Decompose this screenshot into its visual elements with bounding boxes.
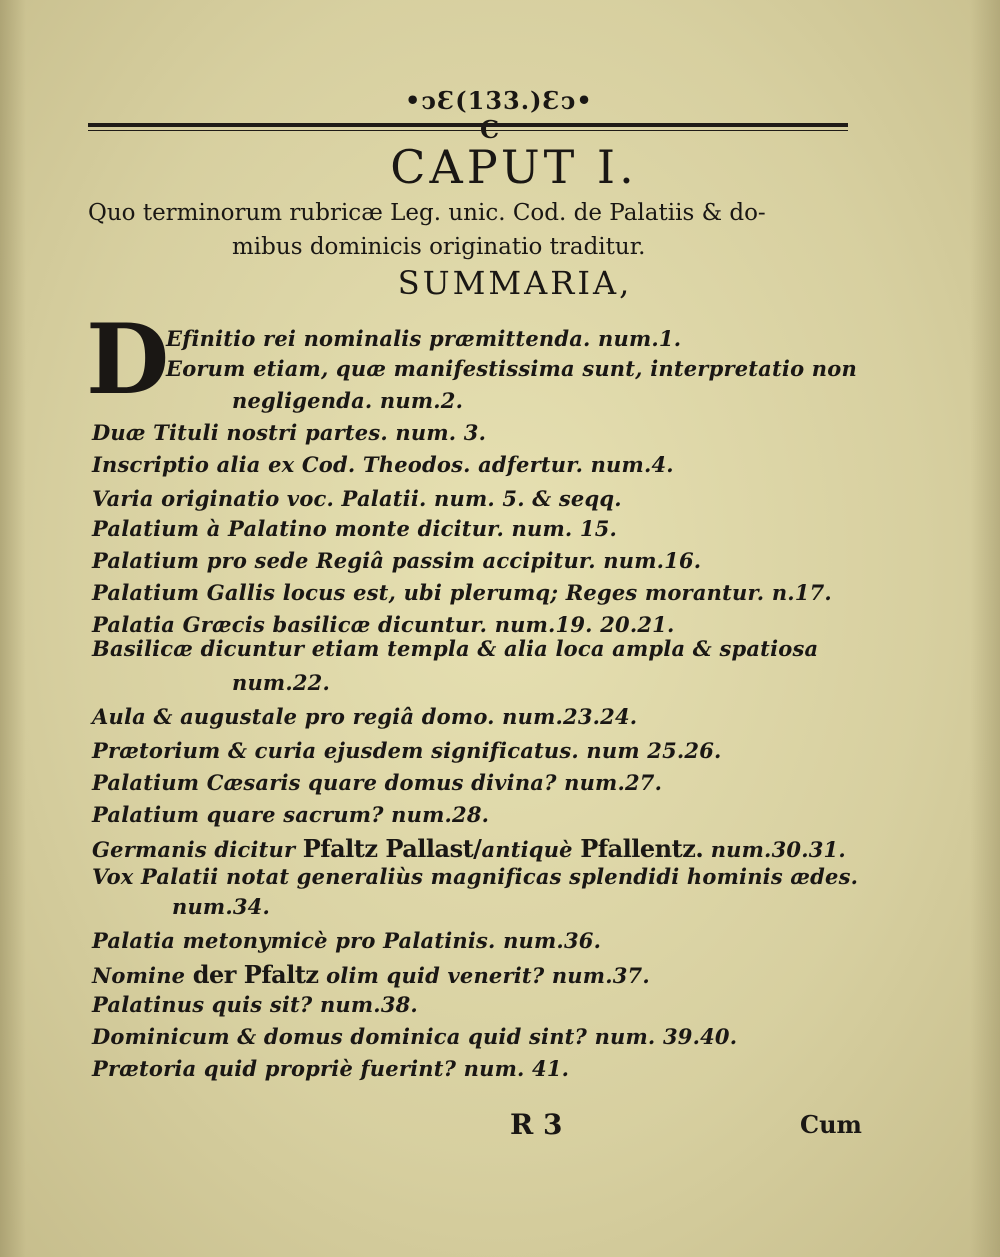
entry-text: Prætorium & curia ejusdem significatus. num 25.26.: [92, 738, 722, 763]
entry-text: Inscriptio alia ex Cod. Theodos. adfertur. num.4.: [92, 452, 674, 477]
chapter-heading: [88, 196, 858, 264]
signature-mark: R 3: [510, 1108, 563, 1141]
summary-entry: [92, 548, 872, 573]
header-rule-thin: [88, 130, 848, 131]
entry-text: Eorum etiam, quæ manifestissima sunt, interpretatio non: [166, 356, 857, 381]
chapter-heading-line-1: Quo terminorum rubricæ Leg. unic. Cod. de Palatiis & do-: [88, 200, 766, 226]
summary-entry: [92, 516, 872, 541]
summary-entry: [92, 612, 872, 637]
entry-text: Efinitio rei nominalis præmittenda. num.1.: [166, 326, 682, 351]
entry-text: antiquè: [481, 837, 581, 862]
blackletter-text: der Pfaltz: [192, 960, 319, 989]
entry-text: Palatia Græcis basilicæ dicuntur. num.19. 20.21.: [92, 612, 675, 637]
summary-entry: [92, 704, 872, 729]
entry-text: Basilicæ dicuntur etiam templa & alia loca ampla & spatiosa: [92, 636, 819, 661]
entry-text: Palatium quare sacrum? num.28.: [92, 802, 490, 827]
entry-text: negligenda. num.2.: [232, 388, 464, 413]
entry-text: Palatium pro sede Regiâ passim accipitur. num.16.: [92, 548, 702, 573]
entry-text: Palatium à Palatino monte dicitur. num. 15.: [92, 516, 618, 541]
entry-text: num.30.31.: [703, 837, 846, 862]
entry-text: Nomine: [92, 963, 193, 988]
summary-entry: [92, 992, 872, 1017]
entry-text: Palatium Gallis locus est, ubi plerumq; Reges morantur. n.17.: [92, 580, 832, 605]
running-head: •ↄƐ(133.)Ɛↄ•: [405, 86, 593, 115]
entry-text: Prætoria quid propriè fuerint? num. 41.: [92, 1056, 570, 1081]
summary-entry: [92, 420, 872, 445]
summary-entry: [232, 388, 1000, 413]
summary-entry: [92, 486, 872, 511]
entry-text: num.22.: [232, 670, 331, 695]
blackletter-text: Pfaltz Pallast/: [302, 834, 482, 863]
entry-text: olim quid venerit? num.37.: [318, 963, 650, 988]
entry-text: Vox Palatii notat generaliùs magnificas splendidi hominis ædes.: [92, 864, 859, 889]
drop-cap: D: [86, 303, 170, 416]
summary-entry: [92, 452, 872, 477]
summary-entry: [166, 326, 946, 351]
entry-text: Duæ Tituli nostri partes. num. 3.: [92, 420, 487, 445]
summary-entry: [92, 1056, 872, 1081]
summary-entry: [92, 770, 872, 795]
entry-text: Aula & augustale pro regiâ domo. num.23.24.: [92, 704, 638, 729]
entry-text: Palatia metonymicè pro Palatinis. num.36.: [92, 928, 602, 953]
summary-entry: [92, 738, 872, 763]
summary-entry: [92, 864, 872, 889]
summary-entry: [92, 580, 872, 605]
entry-text: Palatinus quis sit? num.38.: [92, 992, 418, 1017]
summary-entry: [232, 670, 1000, 695]
summaria-title: SUMMARIA,: [397, 264, 633, 302]
summary-entry: [92, 834, 872, 863]
entry-text: num.34.: [172, 894, 271, 919]
blackletter-text: Pfallentz.: [580, 834, 704, 863]
entry-text: Varia originatio voc. Palatii. num. 5. & seqq.: [92, 486, 622, 511]
summary-entry: [166, 356, 946, 381]
chapter-title: CAPUT I.: [390, 140, 638, 194]
entry-text: Germanis dicitur: [92, 837, 303, 862]
summary-entry: [92, 960, 872, 989]
entry-text: Palatium Cæsaris quare domus divina? num.27.: [92, 770, 663, 795]
entry-text: Dominicum & domus dominica quid sint? num. 39.40.: [92, 1024, 738, 1049]
summary-entry: [92, 636, 872, 661]
summary-entry: [92, 928, 872, 953]
catchword: Cum: [800, 1110, 862, 1139]
chapter-heading-line-2: mibus dominicis originatio traditur.: [232, 234, 646, 260]
summary-entry: [92, 1024, 872, 1049]
header-rule: [88, 123, 848, 127]
summary-entry: [92, 802, 872, 827]
summary-entry: [172, 894, 952, 919]
